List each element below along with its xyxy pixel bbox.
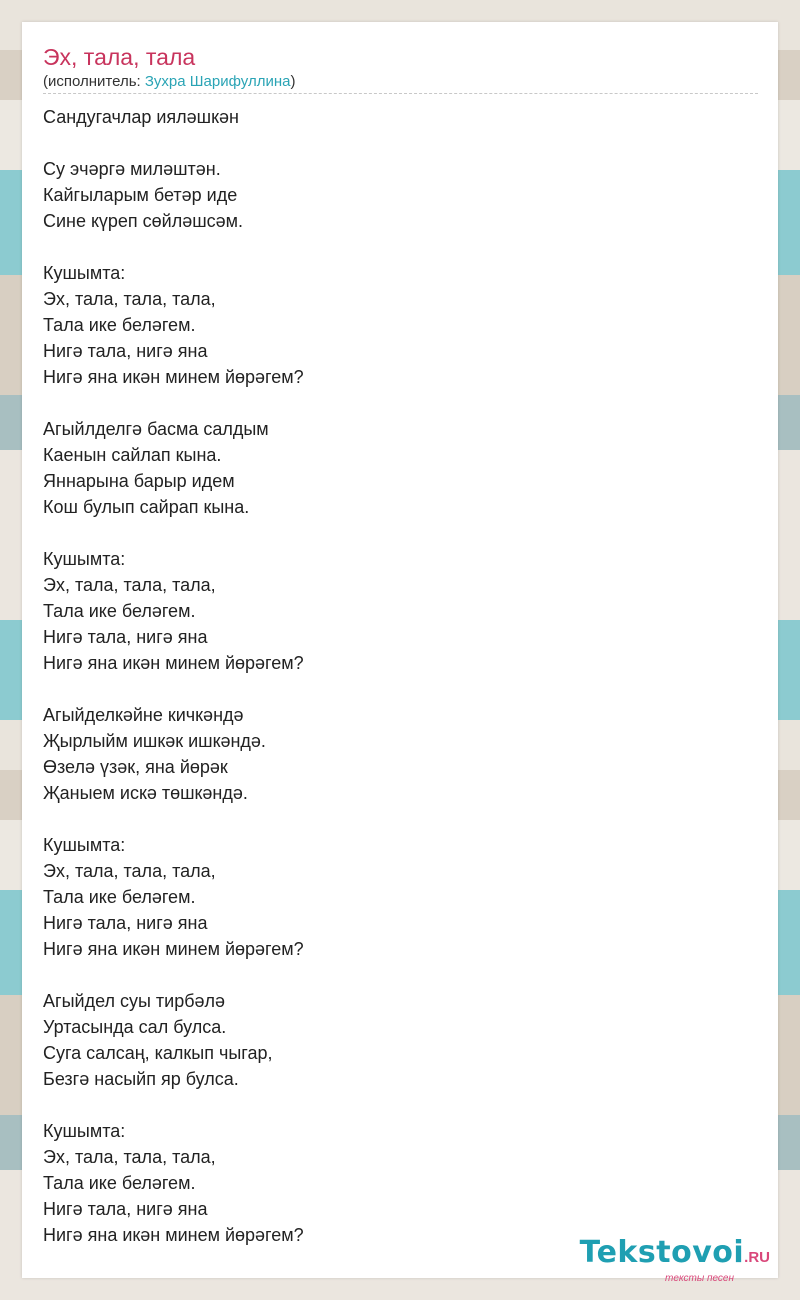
logo-tagline: тексты песен (665, 1273, 734, 1284)
artist-suffix: ) (290, 73, 296, 90)
lyrics-line: Сандугачлар иялəшкəн (43, 107, 239, 127)
artist-line (43, 73, 295, 90)
lyrics-stanza (43, 702, 743, 806)
lyrics-line: Нигə тала, нигə яна (43, 913, 208, 933)
lyrics-card (22, 22, 778, 1284)
lyrics-stanza (43, 546, 743, 676)
lyrics-line: Сине күреп сөйлəшсəм. (43, 211, 244, 231)
lyrics-line: Суга салсаң, калкып чыгар, (43, 1043, 273, 1063)
artist-link[interactable]: Зухра Шарифуллина (144, 73, 291, 90)
lyrics-line: Агыйделкəйне кичкəндə (43, 705, 244, 725)
lyrics-line: Нигə тала, нигə яна (43, 1199, 208, 1219)
lyrics-line: Уртасында сал булса. (43, 1017, 227, 1037)
lyrics-line: Эх, тала, тала, тала, (43, 861, 216, 881)
lyrics-text (43, 104, 743, 1274)
lyrics-line: Тала ике белəгем. (43, 887, 196, 907)
lyrics-line: Су эчəргə милəштəн. (43, 159, 221, 179)
lyrics-line: Эх, тала, тала, тала, (43, 575, 216, 595)
lyrics-line: Каенын сайлап кына. (43, 445, 222, 465)
lyrics-line: Нигə тала, нигə яна (43, 341, 208, 361)
lyrics-stanza (43, 988, 743, 1092)
lyrics-line: Агыйдел суы тирбəлə (43, 991, 226, 1011)
lyrics-line: Тала ике белəгем. (43, 315, 196, 335)
lyrics-line: Нигə яна икəн минем йөрəгем? (43, 1225, 304, 1245)
lyrics-line: Тала ике белəгем. (43, 601, 196, 621)
lyrics-line: Безгə насыйп яр булса. (43, 1069, 239, 1089)
lyrics-line: Кушымта: (43, 549, 126, 569)
lyrics-stanza (43, 1118, 743, 1248)
lyrics-line: Нигə яна икəн минем йөрəгем? (43, 367, 304, 387)
lyrics-stanza (43, 832, 743, 962)
lyrics-line: Нигə яна икəн минем йөрəгем? (43, 653, 304, 673)
lyrics-line: Кайгыларым бетəр иде (43, 185, 238, 205)
logo-wordmark: Tekstovoi (579, 1235, 745, 1270)
lyrics-line: Кушымта: (43, 263, 126, 283)
lyrics-line: Өзелə үзəк, яна йөрəк (43, 757, 228, 777)
lyrics-line: Нигə яна икəн минем йөрəгем? (43, 939, 304, 959)
lyrics-stanza (43, 260, 743, 390)
lyrics-line: Нигə тала, нигə яна (43, 627, 208, 647)
lyrics-stanza (43, 104, 743, 130)
lyrics-stanza (43, 156, 743, 234)
artist-prefix: (исполнитель: (43, 73, 145, 90)
lyrics-line: Агыйлделгə басма салдым (43, 419, 269, 439)
song-title: Эх, тала, тала (43, 44, 196, 70)
lyrics-line: Кош булып сайрап кына. (43, 497, 250, 517)
header-divider (43, 93, 758, 94)
lyrics-line: Кушымта: (43, 1121, 126, 1141)
lyrics-line: Җырлыйм ишкəк ишкəндə. (43, 731, 266, 751)
site-logo[interactable] (579, 1235, 770, 1284)
lyrics-line: Яннарына барыр идем (43, 471, 235, 491)
lyrics-stanza (43, 416, 743, 520)
lyrics-line: Эх, тала, тала, тала, (43, 1147, 216, 1167)
logo-domain: .RU (744, 1249, 770, 1266)
lyrics-line: Кушымта: (43, 835, 126, 855)
lyrics-line: Тала ике белəгем. (43, 1173, 196, 1193)
lyrics-line: Эх, тала, тала, тала, (43, 289, 216, 309)
lyrics-line: Җаныем искə төшкəндə. (43, 783, 248, 803)
